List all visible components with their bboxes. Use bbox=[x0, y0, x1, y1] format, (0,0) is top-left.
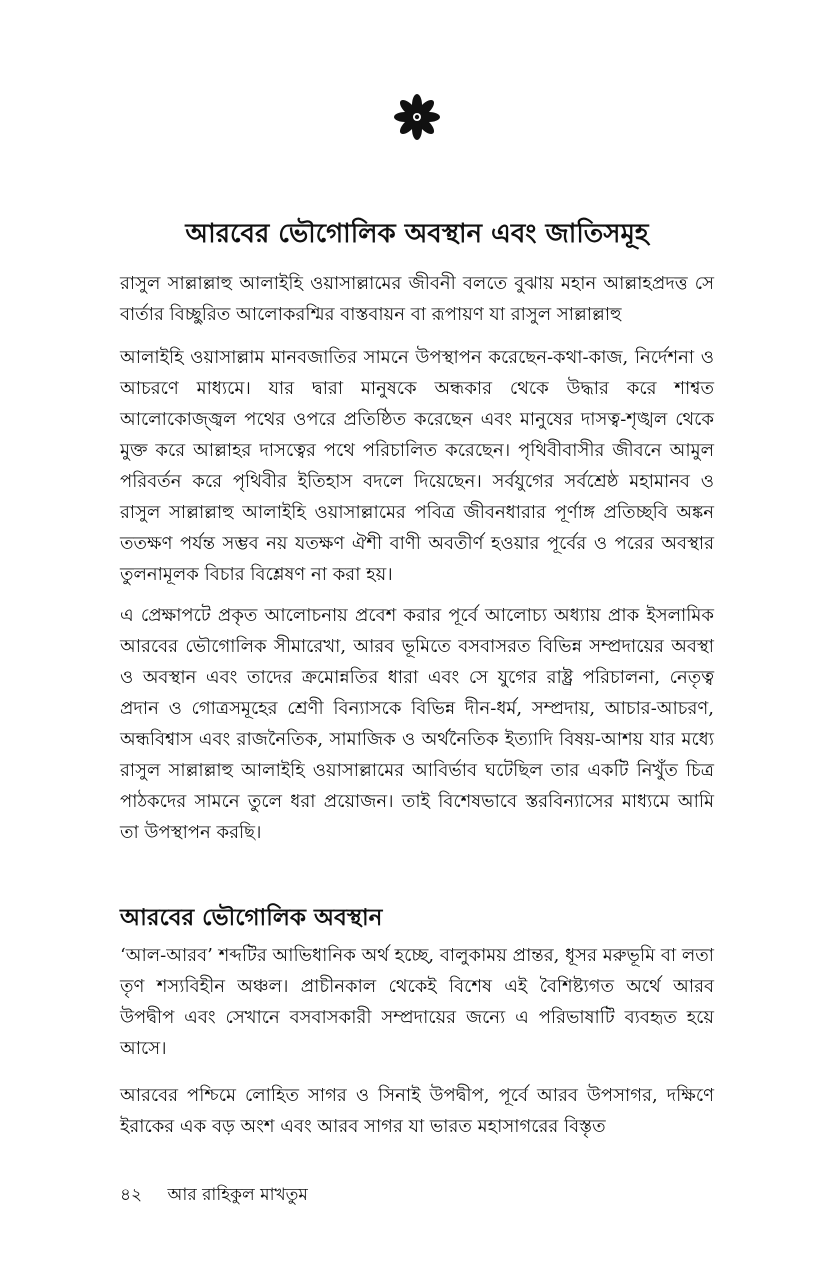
book-title: আর রাহিকুল মাখতুম bbox=[167, 1185, 308, 1205]
page-footer bbox=[120, 1180, 714, 1210]
flower-ornament-icon bbox=[392, 92, 442, 148]
book-page bbox=[120, 0, 714, 1275]
page-number: ৪২ bbox=[120, 1185, 143, 1205]
chapter-title: আরবের ভৌগোলিক অবস্থান এবং জাতিসমূহ bbox=[185, 219, 649, 249]
ornament bbox=[120, 92, 714, 148]
paragraph-2: আলাইহি ওয়াসাল্লাম মানবজাতির সামনে উপস্থাপন করেছেন-কথা-কাজ, নির্দেশনা ও আচরণে মাধ্যমে। যার দ্বারা মানুষকে অন্ধকার থেকে উদ্ধার করে শাশ্বত আলোকোজ্জ্বল পথের ওপরে প্রতিষ্ঠিত করেছেন এবং মানুষের দাসত্ব-শৃঙ্খল থেকে মুক্ত করে আল্লাহর দাসত্বের পথে পরিচালিত করেছেন। পৃথিবীবাসীর জীবনে আমুল পরিবর্তন করে পৃথিবীর ইতিহাস বদলে দিয়েছেন। সর্বযুগের সর্বশ্রেষ্ঠ মহামানব ও রাসুল সাল্লাল্লাহু আলাইহি ওয়াসাল্লামের পবিত্র জীবনধারার পূর্ণাঙ্গ প্রতিচ্ছবি অঙ্কন ততক্ষণ পর্যন্ত সম্ভব নয় যতক্ষণ ঐশী বাণী অবতীর্ণ হওয়ার পূর্বের ও পরের অবস্থার তুলনামূলক বিচার বিশ্লেষণ না করা হয়। bbox=[120, 347, 714, 585]
paragraph-1: রাসুল সাল্লাল্লাহু আলাইহি ওয়াসাল্লামের জীবনী বলতে বুঝায় মহান আল্লাহপ্রদত্ত সে বার্তার বিচ্ছুরিত আলোকরশ্মির বাস্তবায়ন বা রূপায়ণ যা রাসুল সাল্লাল্লাহু bbox=[120, 273, 714, 325]
section-paragraph-2: আরবের পশ্চিমে লোহিত সাগর ও সিনাই উপদ্বীপ, পূর্বে আরব উপসাগর, দক্ষিণে ইরাকের এক বড় অংশ এবং আরব সাগর যা ভারত মহাসাগরের বিস্তৃত bbox=[120, 1085, 714, 1137]
paragraph-3: এ প্রেক্ষাপটে প্রকৃত আলোচনায় প্রবেশ করার পূর্বে আলোচ্য অধ্যায় প্রাক ইসলামিক আরবের ভৌগোলিক সীমারেখা, আরব ভূমিতে বসবাসরত বিভিন্ন সম্প্রদায়ের অবস্থা ও অবস্থান এবং তাদের ক্রমোন্নতির ধারা এবং সে যুগের রাষ্ট্র পরিচালনা, নেতৃত্ব প্রদান ও গোত্রসমূহের শ্রেণী বিন্যাসকে বিভিন্ন দীন-ধর্ম, সম্প্রদায়, আচার-আচরণ, অন্ধবিশ্বাস এবং রাজনৈতিক, সামাজিক ও অর্থনৈতিক ইত্যাদি বিষয়-আশয় যার মধ্যে রাসুল সাল্লাল্লাহু আলাইহি ওয়াসাল্লামের আবির্ভাব ঘটেছিল তার একটি নিখুঁত চিত্র পাঠকদের সামনে তুলে ধরা প্রয়োজন। তাই বিশেষভাবে স্তরবিন্যাসের মাধ্যমে আমি তা উপস্থাপন করছি। bbox=[120, 605, 714, 843]
section-paragraph-1: ‘আল-আরব’ শব্দটির আভিধানিক অর্থ হচ্ছে, বালুকাময় প্রান্তর, ধূসর মরুভূমি বা লতা তৃণ শস্যবিহীন অঞ্চল। প্রাচীনকাল থেকেই বিশেষ এই বৈশিষ্ট্যগত অর্থে আরব উপদ্বীপ এবং সেখানে বসবাসকারী সম্প্রদায়ের জন্যে এ পরিভাষাটি ব্যবহৃত হয়ে আসে। bbox=[120, 945, 714, 1059]
section-heading: আরবের ভৌগোলিক অবস্থান bbox=[120, 904, 383, 931]
